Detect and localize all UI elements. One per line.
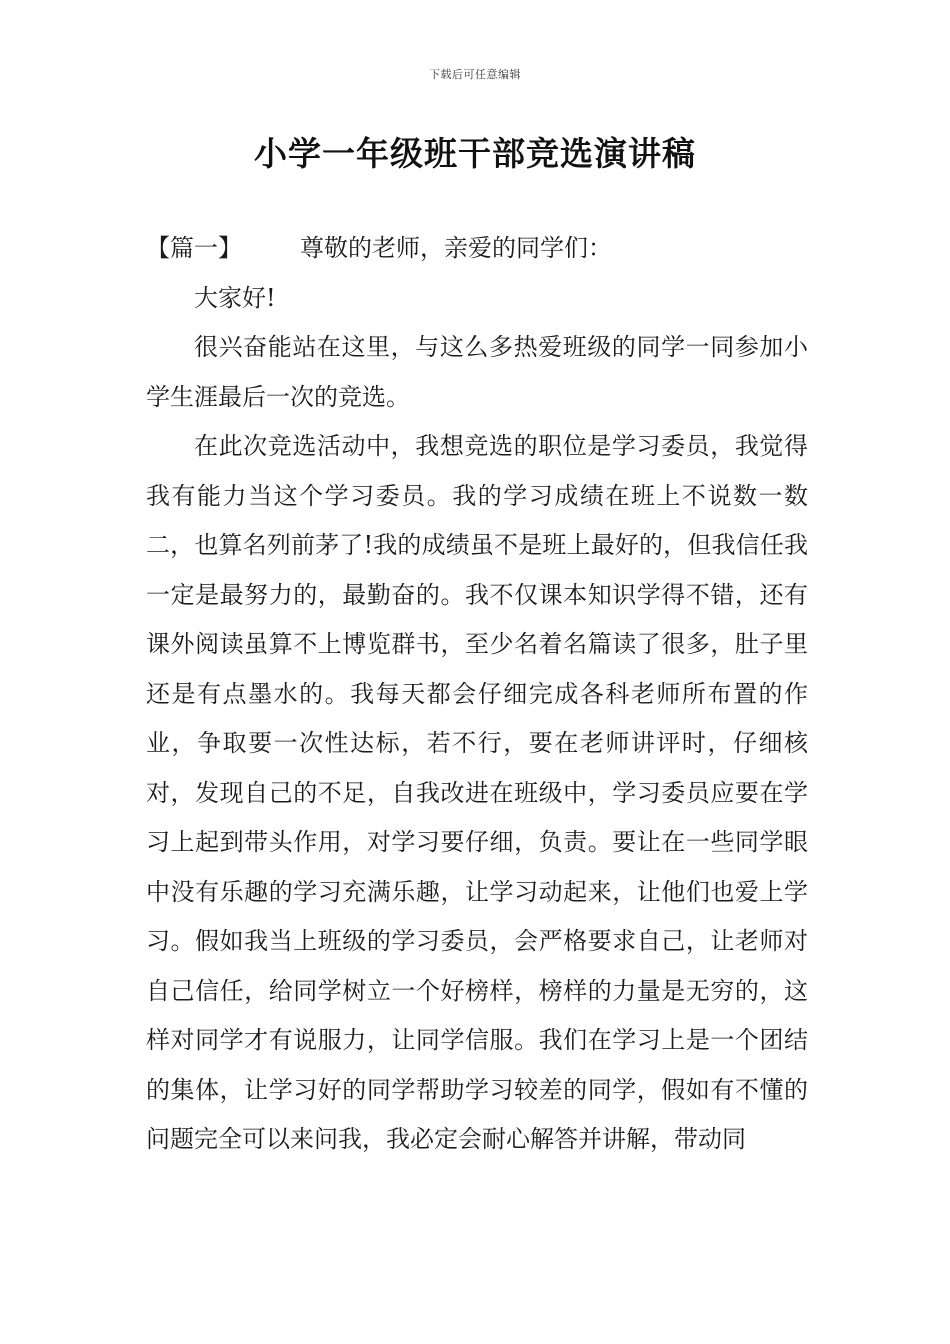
salutation-line — [146, 224, 808, 274]
document-title: 小学一年级班干部竞选演讲稿 — [254, 134, 696, 173]
paragraph-intro: 很兴奋能站在这里，与这么多热爱班级的同学一同参加小学生涯最后一次的竞选。 — [146, 333, 808, 411]
page-header-note: 下载后可任意编辑 — [429, 68, 521, 81]
paragraph-main: 在此次竞选活动中，我想竞选的职位是学习委员，我觉得我有能力当这个学习委员。我的学习成绩在班上不说数一数二，也算名列前茅了!我的成绩虽不是班上最好的，但我信任我一定是最努力的，最勤奋的。我不仅课本知识学得不错，还有课外阅读虽算不上博览群书，至少名着名篇读了很多，肚子里还是有点墨水的。我每天都会仔细完成各科老师所布置的作业，争取要一次性达标，若不行，要在老师讲评时，仔细核对，发现自己的不足，自我改进在班级中，学习委员应要在学习上起到带头作用，对学习要仔细，负责。要让在一些同学眼中没有乐趣的学习充满乐趣，让学习动起来，让他们也爱上学习。假如我当上班级的学习委员，会严格要求自己，让老师对自己信任，给同学树立一个好榜样，榜样的力量是无穷的，这样对同学才有说服力，让同学信服。我们在学习上是一个团结的集体，让学习好的同学帮助学习较差的同学，假如有不懂的问题完全可以来问我，我必定会耐心解答并讲解，带动同 — [146, 432, 808, 1153]
section-tag: 【篇一】 — [146, 234, 242, 262]
salutation: 尊敬的老师，亲爱的同学们： — [300, 234, 612, 262]
document-body — [146, 224, 808, 1165]
paragraph-greeting: 大家好! — [194, 283, 276, 312]
